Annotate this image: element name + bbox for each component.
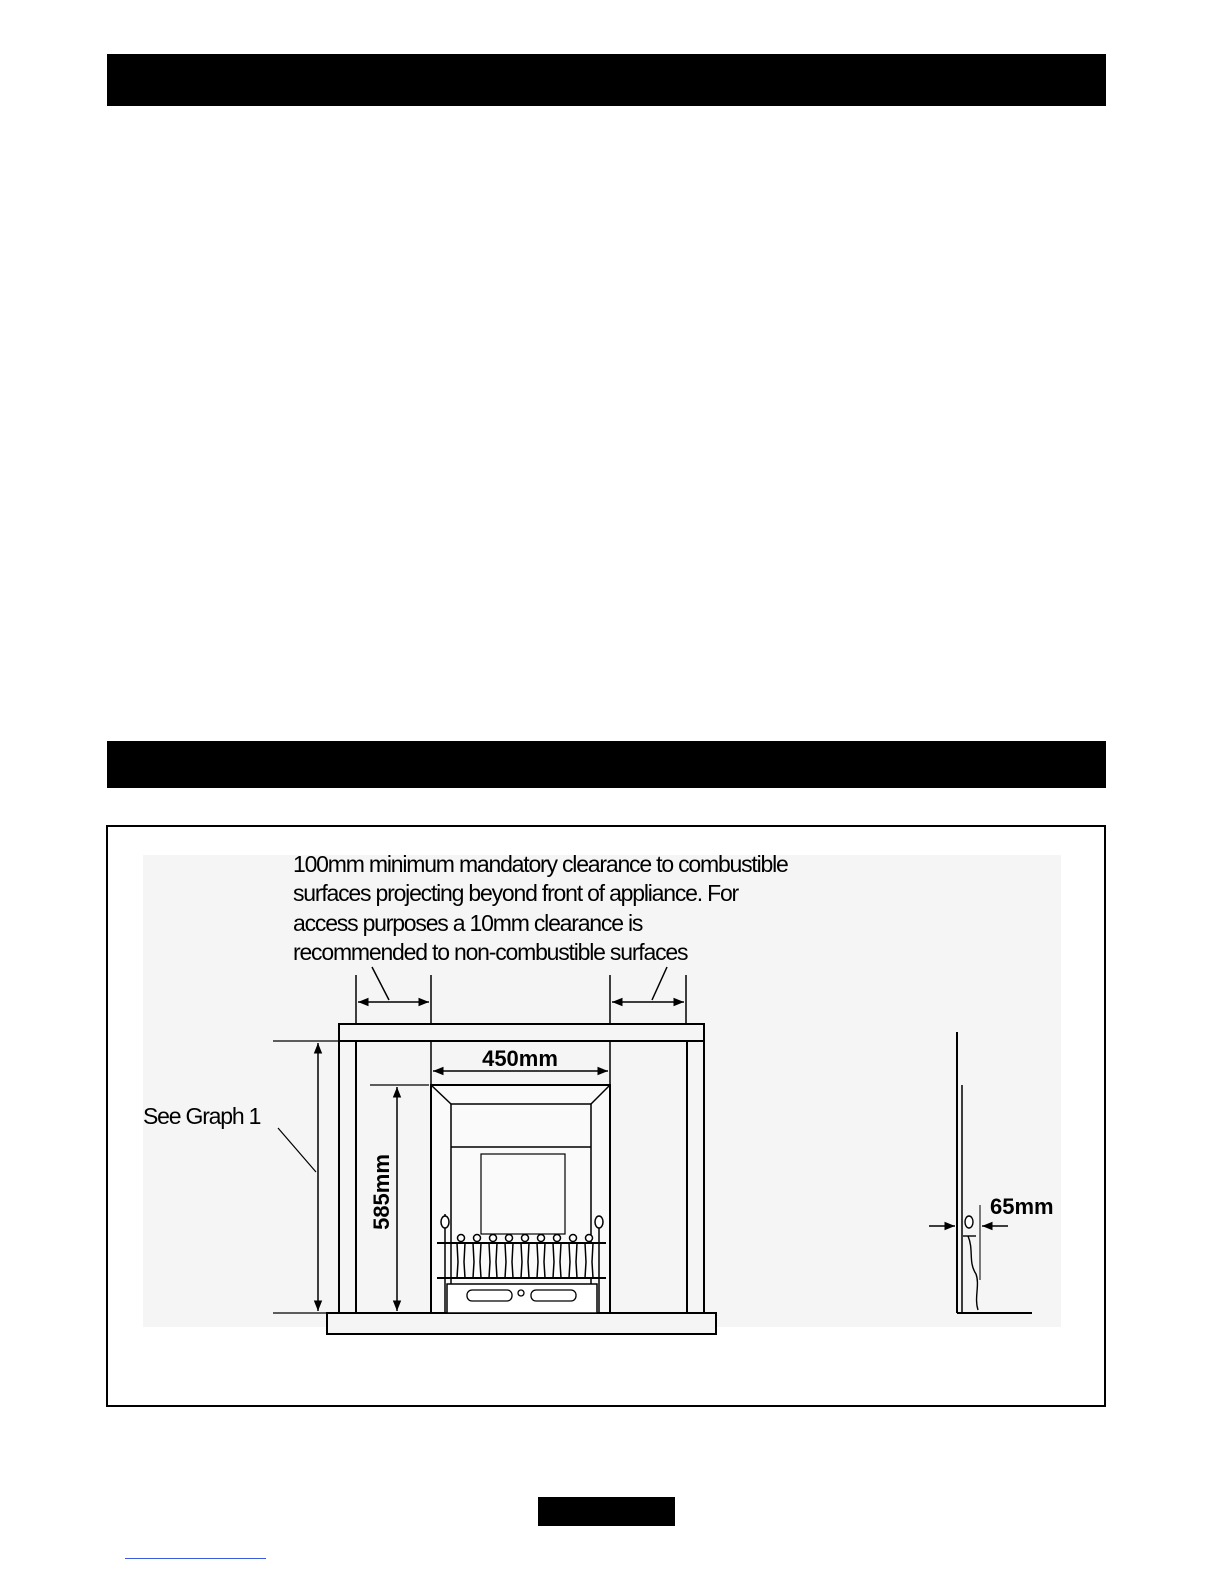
figure-frame xyxy=(106,825,1106,1407)
height-label: 585mm xyxy=(369,1154,394,1230)
depth-label: 65mm xyxy=(990,1194,1054,1219)
clearance-note-line-1: 100mm minimum mandatory clearance to combustible xyxy=(293,851,788,877)
clearance-note-line-2: surfaces projecting beyond front of appliance. For xyxy=(293,880,739,906)
clearance-note-line-3: access purposes a 10mm clearance is xyxy=(293,910,643,936)
page-number-box xyxy=(538,1497,675,1526)
width-label: 450mm xyxy=(482,1046,558,1071)
graph-reference-label: See Graph 1 xyxy=(143,1103,261,1129)
footer-link-underline[interactable] xyxy=(125,1558,266,1559)
clearance-note-line-4: recommended to non-combustible surfaces xyxy=(293,939,688,965)
